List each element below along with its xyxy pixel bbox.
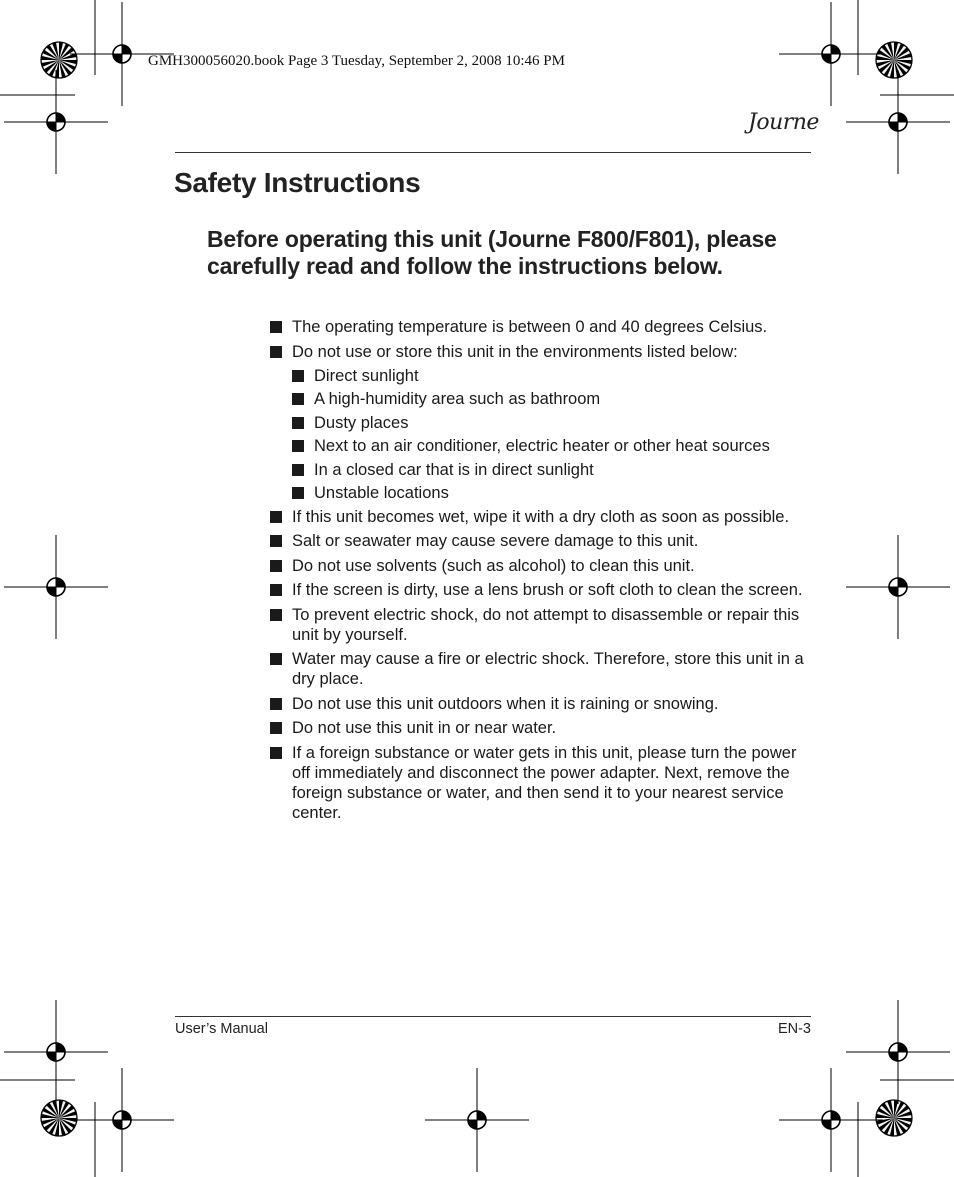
sub-list-item-text: Next to an air conditioner, electric heater or other heat sources xyxy=(314,437,770,456)
list-item-text: If a foreign substance or water gets in this unit, please turn the power off immediately and disconnect the power adapter. Next, remove the foreign substance or water, and then send it to your nearest service center. xyxy=(292,743,797,822)
list-item xyxy=(270,718,815,738)
list-item-text: Do not use solvents (such as alcohol) to clean this unit. xyxy=(292,556,695,575)
journe-logo: Journe xyxy=(748,110,819,135)
sub-list-item xyxy=(292,436,815,456)
sub-list-item-text: In a closed car that is in direct sunlight xyxy=(314,460,594,479)
square-bullet-icon xyxy=(270,609,282,621)
square-bullet-icon xyxy=(270,698,282,710)
environments-list xyxy=(292,366,815,503)
sub-list-item-text: A high-humidity area such as bathroom xyxy=(314,390,601,409)
list-item xyxy=(270,605,815,645)
list-item xyxy=(270,342,815,503)
square-bullet-icon xyxy=(270,584,282,596)
square-bullet-icon xyxy=(270,560,282,572)
book-slug-line: GMH300056020.book Page 3 Tuesday, September 2, 2008 10:46 PM xyxy=(148,53,565,69)
square-bullet-icon xyxy=(292,440,304,452)
sub-list-item-text: Unstable locations xyxy=(314,483,449,502)
list-item-text: Do not use this unit outdoors when it is raining or snowing. xyxy=(292,694,719,713)
list-item xyxy=(270,580,815,600)
list-item-text: To prevent electric shock, do not attempt to disassemble or repair this unit by yourself. xyxy=(292,605,800,644)
square-bullet-icon xyxy=(292,487,304,499)
list-item-text: Do not use this unit in or near water. xyxy=(292,719,557,738)
square-bullet-icon xyxy=(292,464,304,476)
safety-instructions-list xyxy=(270,317,815,827)
header-rule xyxy=(175,152,811,153)
footer-rule xyxy=(175,1016,811,1017)
list-item xyxy=(270,317,815,337)
square-bullet-icon xyxy=(270,747,282,759)
list-item-text: The operating temperature is between 0 and 40 degrees Celsius. xyxy=(292,318,768,336)
list-item-text: Salt or seawater may cause severe damage to this unit. xyxy=(292,532,699,551)
square-bullet-icon xyxy=(292,393,304,405)
list-item xyxy=(270,743,815,823)
sub-list-item xyxy=(292,413,815,433)
square-bullet-icon xyxy=(292,417,304,429)
square-bullet-icon xyxy=(270,321,282,333)
list-item-text: Do not use or store this unit in the environments listed below: xyxy=(292,342,738,361)
list-item xyxy=(270,507,815,527)
square-bullet-icon xyxy=(270,511,282,523)
sub-list-item xyxy=(292,366,815,386)
page-number: EN-3 xyxy=(777,1021,811,1037)
square-bullet-icon xyxy=(270,722,282,734)
list-item xyxy=(270,694,815,714)
sub-list-item xyxy=(292,483,815,503)
sub-list-item-text: Direct sunlight xyxy=(314,367,419,385)
square-bullet-icon xyxy=(292,370,304,382)
square-bullet-icon xyxy=(270,346,282,358)
list-item-text: Water may cause a fire or electric shock. Therefore, store this unit in a dry place. xyxy=(292,650,804,689)
list-item xyxy=(270,531,815,551)
list-item xyxy=(270,556,815,576)
footer-manual-title: User’s Manual xyxy=(175,1021,268,1037)
list-item-text: If this unit becomes wet, wipe it with a dry cloth as soon as possible. xyxy=(292,507,790,526)
sub-list-item-text: Dusty places xyxy=(314,413,409,432)
square-bullet-icon xyxy=(270,535,282,547)
sub-list-item xyxy=(292,460,815,480)
intro-heading: Before operating this unit (Journe F800/F801), please carefully read and follow the instructions below. xyxy=(207,226,777,279)
list-item xyxy=(270,649,815,689)
square-bullet-icon xyxy=(270,653,282,665)
list-item-text: If the screen is dirty, use a lens brush or soft cloth to clean the screen. xyxy=(292,581,803,600)
sub-list-item xyxy=(292,389,815,409)
page-title: Safety Instructions xyxy=(174,167,421,198)
